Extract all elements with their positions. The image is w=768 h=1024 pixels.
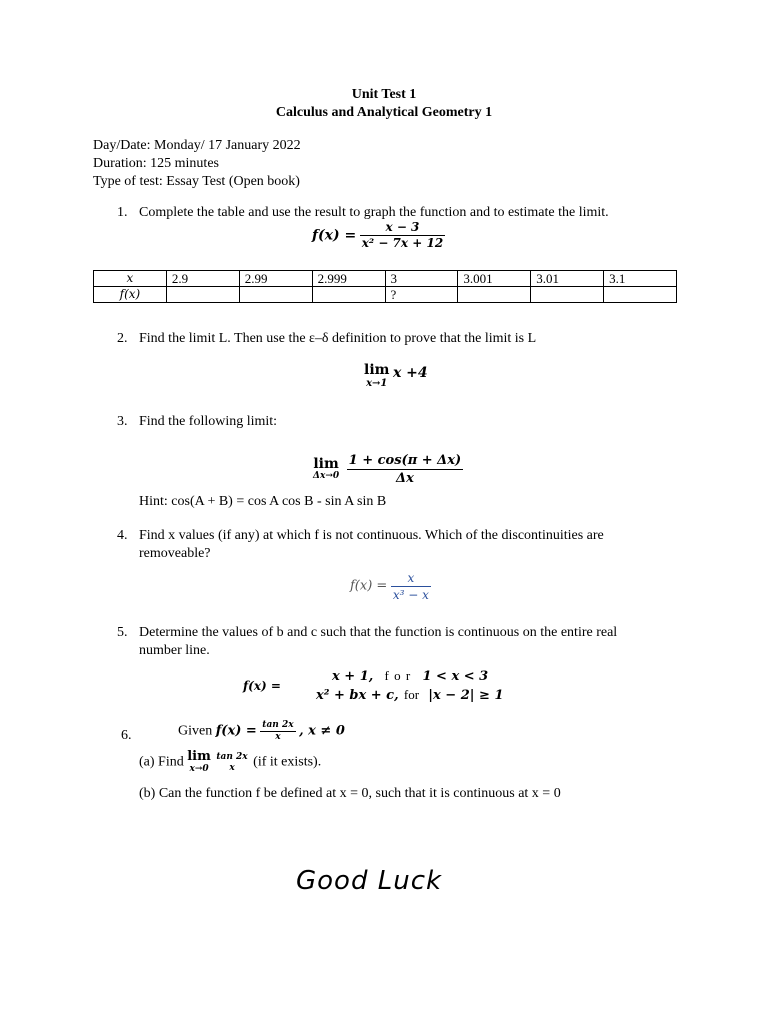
q5-number: 5. — [117, 625, 128, 640]
q2-text: Find the limit L. Then use the ε–δ definition to prove that the limit is L — [139, 331, 537, 346]
q5-case1-cond: 1 < x < 3 — [422, 669, 489, 684]
q6-numerator: tan 2x — [262, 720, 294, 730]
q5-case1-expr: x + 1, — [332, 669, 374, 684]
table-header-x: x — [94, 271, 167, 287]
q3-lim-word: lim — [313, 455, 339, 472]
q6-a-numerator: tan 2x — [216, 751, 248, 762]
table-cell[interactable] — [239, 287, 312, 303]
table-row — [94, 271, 677, 287]
q6-a-suffix: (if it exists). — [253, 754, 322, 770]
q4-fraction — [391, 570, 431, 603]
q2-expression: x +4 — [392, 365, 428, 381]
table-cell[interactable]: ? — [385, 287, 458, 303]
q1-text: Complete the table and use the result to graph the function and to estimate the limit. — [139, 205, 609, 220]
q1-lhs: f(x) = — [312, 227, 357, 244]
table-cell: 3.1 — [604, 271, 677, 287]
table-cell[interactable] — [531, 287, 604, 303]
q3-numerator: 1 + cos(π + Δx) — [348, 453, 462, 468]
q6-a-fraction — [214, 752, 249, 774]
info-duration: Duration: 125 minutes — [93, 156, 219, 171]
page-title: Unit Test 1 — [351, 87, 417, 102]
q1-formula — [312, 220, 445, 251]
q2-lim-sub: x→1 — [366, 378, 388, 389]
q4-denominator: x³ − x — [392, 588, 429, 602]
q1-number: 1. — [117, 205, 128, 220]
q4-text-line2: removeable? — [139, 546, 211, 561]
page-subtitle: Calculus and Analytical Geometry 1 — [275, 105, 493, 120]
table-cell: 3 — [385, 271, 458, 287]
good-luck-text: Good Luck — [296, 866, 443, 896]
q5-case2-cond: |x − 2| ≥ 1 — [428, 688, 504, 703]
q3-fraction — [347, 452, 464, 487]
q6-a-lim-block — [187, 750, 211, 775]
info-date: Day/Date: Monday/ 17 January 2022 — [93, 138, 301, 153]
q1-denominator: x² − 7x + 12 — [361, 236, 444, 250]
q6-a-lim-word: lim — [187, 749, 211, 764]
q3-denominator: Δx — [347, 469, 464, 487]
table-cell[interactable] — [312, 287, 385, 303]
q5-case2-expr: x² + bx + c, — [316, 688, 399, 703]
table-cell: 2.9 — [166, 271, 239, 287]
q2-number: 2. — [117, 331, 128, 346]
q6-part-a — [139, 750, 321, 775]
q4-number: 4. — [117, 528, 128, 543]
q3-lim-sub: Δx→0 — [313, 470, 340, 481]
q3-text: Find the following limit: — [139, 414, 278, 429]
q4-numerator: x — [407, 571, 415, 585]
q1-fraction — [360, 220, 445, 251]
table-header-fx: f(x) — [94, 287, 167, 303]
q2-lim-block — [364, 364, 389, 390]
q6-lhs: f(x) = — [215, 723, 257, 739]
q5-case1 — [332, 667, 488, 686]
q2-lim-word: lim — [364, 362, 390, 378]
q6-denominator: x — [260, 731, 295, 743]
q2-limit — [364, 364, 428, 390]
q4-formula — [350, 570, 431, 603]
q1-value-table — [93, 270, 677, 303]
table-cell[interactable] — [604, 287, 677, 303]
table-cell: 2.999 — [312, 271, 385, 287]
q3-limit — [313, 452, 463, 487]
q6-fraction — [260, 720, 295, 743]
q5-lhs: f(x) = — [243, 679, 281, 693]
q3-number: 3. — [117, 414, 128, 429]
q6-condition: , x ≠ 0 — [299, 723, 345, 739]
q6-given — [178, 720, 345, 743]
q5-case2 — [316, 686, 504, 705]
q4-lhs: f(x) = — [350, 578, 388, 594]
q5-text-line2: number line. — [139, 643, 210, 658]
table-cell: 3.01 — [531, 271, 604, 287]
table-row — [94, 287, 677, 303]
q5-case1-for: f o r — [384, 668, 412, 683]
q3-lim-block — [313, 455, 340, 482]
q6-a-lim-sub: x→0 — [189, 764, 209, 774]
table-cell[interactable] — [166, 287, 239, 303]
q6-given-word: Given — [178, 723, 213, 739]
q3-hint: Hint: cos(A + B) = cos A cos B - sin A sin B — [139, 494, 387, 509]
q6-a-denominator: x — [229, 762, 235, 773]
q5-case2-for: for — [403, 687, 420, 702]
q4-text-line1: Find x values (if any) at which f is not continuous. Which of the discontinuities are — [139, 528, 604, 543]
table-cell[interactable] — [458, 287, 531, 303]
q6-a-label: (a) Find — [139, 754, 184, 770]
q1-numerator: x − 3 — [385, 220, 420, 234]
info-type: Type of test: Essay Test (Open book) — [93, 174, 300, 189]
table-cell: 3.001 — [458, 271, 531, 287]
q6-number: 6. — [121, 728, 132, 743]
q6-part-b: (b) Can the function f be defined at x = 0, such that it is continuous at x = 0 — [139, 786, 561, 801]
table-cell: 2.99 — [239, 271, 312, 287]
q5-text-line1: Determine the values of b and c such that the function is continuous on the entire real — [139, 625, 618, 640]
